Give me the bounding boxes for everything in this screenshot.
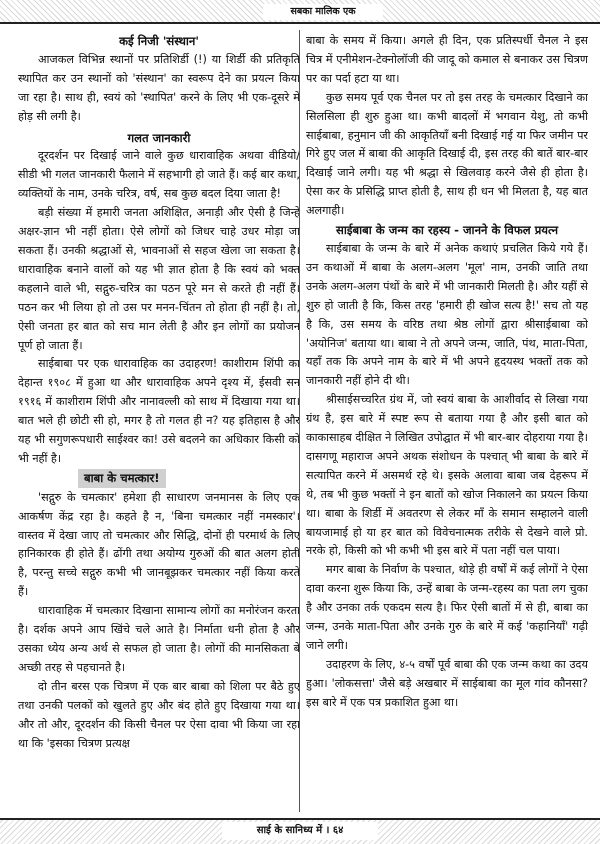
paragraph: कुछ समय पूर्व एक चैनल पर तो इस तरह के चमत्कार दिखाने का सिलसिला ही शुरु हुआ था। कभी बादलों में भगवान येशु, तो कभी साईबाबा, हनुमान जी की आकृतियाँ बनी दिखाई गई या फिर जमीन पर गिरे हुए जल में बाबा की आकृति दिखाई दी, इस तरह की बातें बार-बार दिखाई जाने लगी। यह भी श्रद्धा से खिलवाड़ करने जैसे ही होता है। ऐसा कर के प्रसिद्धि प्राप्त होती है, साथ ही धन भी मिलता है, यह बात अलगाही। xyxy=(306,90,588,218)
paragraph: दो तीन बरस एक चित्रण में एक बार बाबा को शिला पर बैठे हुए तथा उनकी पलकों को खुलते हुए और बंद होते हुए दिखाया गया था। और तो और, दूरदर्शन की किसी चैनल पर ऐसा दावा भी किया जा रहा था कि 'इसका चित्रण प्रत्यक्ष xyxy=(18,679,300,750)
paragraph: बड़ी संख्या में हमारी जनता अशिक्षित, अनाड़ी और ऐसी है जिन्हें अक्षर-ज्ञान भी नहीं होता। ऐसे लोगों को जिधर चाहे उधर मोड़ा जा सकता हैं। उनकी श्रद्धाओं से, भावनाओं से सहज खेला जा सकता है। धारावाहिक बनाने वालों को यह भी ज्ञात होता है कि स्वयं को भक्त कहलाने वाले भी, सद्गुरु-चरित्र का पठन पूरे मन से करते ही नहीं हैं। पठन कर भी लिया हो तो उस पर मनन-चिंतन तो होता ही नहीं है। तो, ऐसी जनता हर बात को सच मान लेती है और इन लोगों का प्रयोजन पूर्ण हो जाता हैं। xyxy=(18,206,300,352)
paragraph: मगर बाबा के निर्वाण के पश्चात, थोड़े ही वर्षों में कई लोगों ने ऐसा दावा करना शुरू किया कि, उन्हें बाबा के जन्म-रहस्य का पता लग चुका है और उनका तर्क एकदम सत्य है। फिर ऐसी बातों में से ही, बाबा का जन्म, उनके माता-पिता और उनके गुरु के बारे में कई 'कहानियाँ' गढ़ी जाने लगी। xyxy=(306,563,588,652)
paragraph: 'सद्गुरु के चमत्कार' हमेशा ही साधारण जनमानस के लिए एक आकर्षण केंद्र रहा है। कहते है न, 'बिना चमत्कार नहीं नमस्कार'। वास्तव में देखा जाए तो चमत्कार और सिद्धि, दोनों ही परमार्थ के लिए हानिकारक ही होते हैं। ढोंगी तथा अयोग्य गुरुओं की बात अलग होती है, परन्तु सच्चे सद्गुरु कभी भी जानबूझकर चमत्कार नहीं किया करते हैं। xyxy=(18,490,300,599)
column-divider xyxy=(299,30,300,812)
paragraph: श्रीसाईसच्चरित ग्रंथ में, जो स्वयं बाबा के आशीर्वाद से लिखा गया ग्रंथ है, इस बारे में स्पष्ट रूप से बताया गया है और इसी बात को काकासाहब दीक्षित ने लिखित उपोद्घात में भी बार-बार दोहराया गया है। दासगणू महाराज अपने अथक संशोधन के पश्चात् भी बाबा के बारे में सत्यापित करने में असमर्थ रहे थे। इसके अलावा बाबा जब देहरूप में थे, तब भी कुछ भक्तों ने इन बातों को खोज निकालने का प्रयत्न किया था। बाबा के शिर्डी में अवतरण से लेकर माँ के समान सम्हालने वाली बायजामाई हो या हर बात को विवेचनात्मक तरीके से देखने वाले प्रो. नरके हो, किसी को भी कभी भी इस बारे में पता नहीं चल पाया। xyxy=(306,393,588,558)
paragraph: साईबाबा के जन्म के बारे में अनेक कथाएं प्रचलित किये गये हैं। उन कथाओं में बाबा के अलग-अलग 'मूल' नाम, उनकी जाति तथा उनके अलग-अलग पंथों के बारे में भी जानकारी मिलती है। और यहीं से शुरु हो जाती है कि, किस तरह 'हमारी ही खोज सत्य है!' सच तो यह है कि, उस समय के वरिष्ठ तथा श्रेष्ठ लोगों द्वारा श्रीसाईबाबा को 'अयोनिज' बताया था। बाबा ने तो अपने जन्म, जाति, पंथ, माता-पिता, यहाँ तक कि अपने नाम के बारे में भी अपने हृदयस्थ भक्तों तक को जानकारी नहीं होने दी थी। xyxy=(306,241,588,388)
heading-birth-mystery: साईबाबा के जन्म का रहस्य - जानने के विफल प्रयत्न xyxy=(335,223,559,238)
paragraph: साईबाबा पर एक धारावाहिक का उदाहरण! काशीराम शिंपी का देहान्त १९०८ में हुआ था और धारावाहिक अपने दृश्य में, ईसवी सन १९१६ में काशीराम शिंपी और नानावल्ली को साथ में दिखाया गया था। बात भले ही छोटी सी हो, मगर है तो गलत ही न? यह इतिहास है और यह भी सगुणरूपधारी साईश्वर का! उसे बदलने का अधिकार किसी को भी नहीं है। xyxy=(18,357,300,465)
page-footer: साई के सानिध्य में । ६४ xyxy=(222,822,378,840)
heading-baba-miracles: बाबा के चमत्कार! xyxy=(78,469,166,488)
right-column xyxy=(306,32,588,812)
paragraph: उदाहरण के लिए, ४-५ वर्षों पूर्व बाबा की एक जन्म कथा का उदय हुआ। 'लोकसत्ता' जैसे बड़े अखबार में साईबाबा का मूल गांव कौनसा? इस बारे में एक पत्र प्रकाशित हुआ था। xyxy=(306,657,588,709)
running-header-title: सबका मालिक एक xyxy=(263,4,383,20)
left-column xyxy=(18,32,300,812)
heading-private-sansthan: कई निजी 'संस्थान' xyxy=(119,34,199,48)
paragraph: धारावाहिक में चमत्कार दिखाना सामान्य लोगों का मनोरंजन करता है। दर्शक अपने आप खिंचे चले आते है। निर्माता धनी होता है और उसका ध्येय अन्य अर्थ से सफल हो जाता है। लोगों की मानसिकता बे अच्छी तरह से पहचानते है। xyxy=(18,604,300,674)
paragraph: आजकल विभिन्न स्थानों पर प्रतिशिर्डी (!) या शिर्डी की प्रतिकृति स्थापित कर उन स्थानों को 'संस्थान' का स्वरूप देने का प्रयत्न किया जा रहा है। साथ ही, स्वयं को 'स्थापित' करने के लिए भी एक-दूसरे में होड़ सी लगी है। xyxy=(18,52,300,123)
heading-wrong-information: गलत जानकारी xyxy=(127,130,191,145)
paragraph: दूरदर्शन पर दिखाई जाने वाले कुछ धारावाहिक अथवा वीडियो/सीडी भी गलत जानकारी फैलाने में सहभागी हो जाते हैं। कई बार कथा, व्यक्तियों के नाम, उनके चरित्र, वर्ष, सब कुछ बदल दिया जाता है! xyxy=(18,149,300,201)
paragraph: बाबा के समय में किया। अगले ही दिन, एक प्रतिस्पर्धी चैनल ने इस चित्र में एनीमेशन-टेक्नोलॉजी की जादू को कमाल से बनाकर उस चित्रण पर का पर्दा हटा या था। xyxy=(306,34,588,85)
